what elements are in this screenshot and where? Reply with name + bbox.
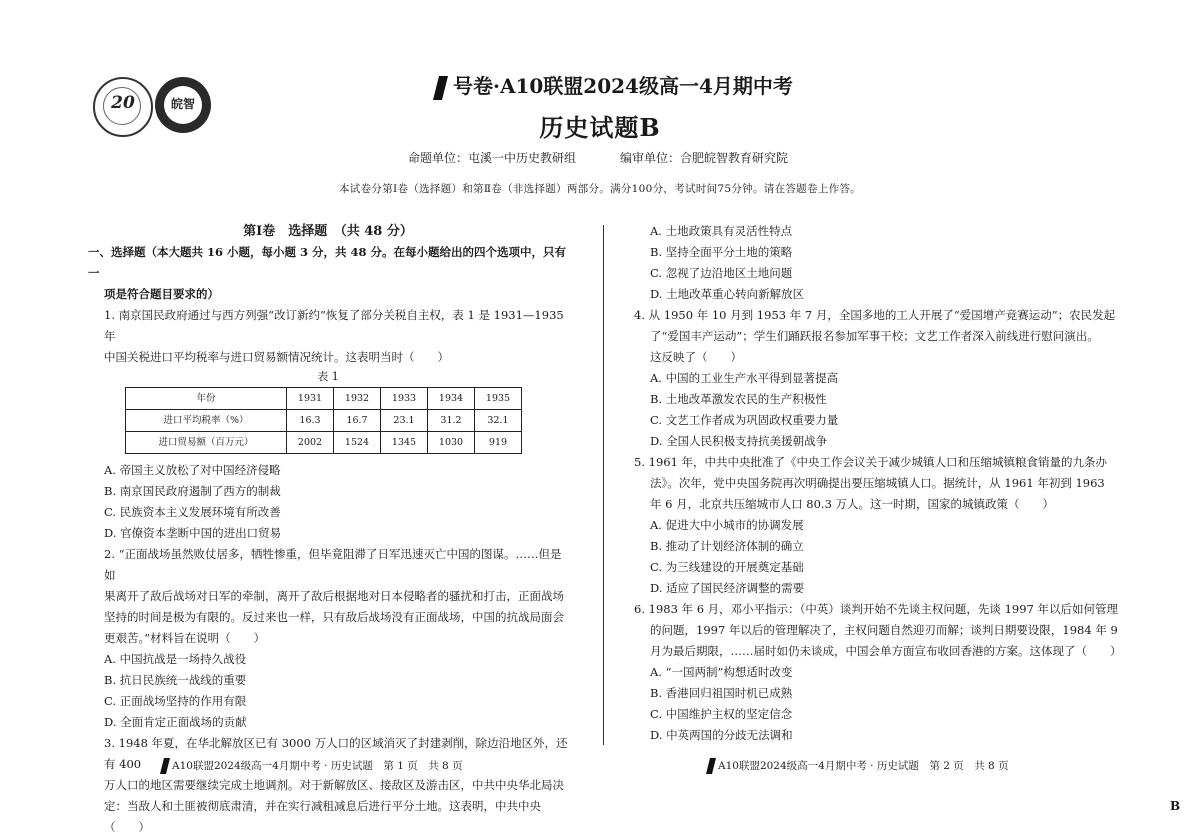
question-3-text: 3. 1948 年夏，在华北解放区已有 3000 万人口的区域消灭了封建剥削，除边沿地区外，还有 400 [104,736,568,771]
question-5-text: 5. 1961 年，中共中央批准了《中央工作会议关于减少城镇人口和压缩城镇粮食销量的九条办 [634,455,1108,469]
left-column [88,221,568,838]
option-b: B. 香港回归祖国时机已成熟 [650,686,793,700]
question-3-text: 万人口的地区需要继续完成土地调剂。对于新解放区、接敌区及游击区，中共中央华北局决 [104,778,564,792]
option-c: C. 文艺工作者成为巩固政权重要力量 [650,413,839,427]
option-c: C. 正面战场坚持的作用有限 [104,694,247,708]
option-a: A. 土地政策具有灵活性特点 [650,224,793,238]
option-d: D. 土地改革重心转向新解放区 [650,287,805,301]
question-4-text: 这反映了（ ） [650,350,742,364]
version-mark: B [1170,799,1181,813]
question-3-text: 定：当敌人和土匪被彻底肃清，并在实行减租减息后进行平分土地。这表明，中共中央（ ） [104,799,541,834]
table-row: 进口平均税率（%） 16.3 16.7 23.1 31.2 32.1 [126,410,522,432]
option-c: C. 忽视了边沿地区土地问题 [650,266,793,280]
question-1-text: 1. 南京国民政府通过与西方列强“改订新约”恢复了部分关税自主权，表 1 是 1931—1935 年 [104,308,564,343]
option-b: B. 南京国民政府遏制了西方的制裁 [104,484,281,498]
option-b: B. 抗日民族统一战线的重要 [104,673,247,687]
school-anniversary-logo: 20 [93,77,153,137]
option-d: D. 适应了国民经济调整的需要 [650,581,805,595]
instructions-line: 一、选择题（本大题共 16 小题，每小题 3 分，共 48 分。在每小题给出的四个选项中，只有一 [88,245,567,280]
data-table [125,387,522,454]
instructions-line: 项是符合题目要求的） [104,287,219,301]
option-a: A. 中国的工业生产水平得到显著提高 [650,371,839,385]
column-divider [603,225,604,745]
option-b: B. 坚持全面平分土地的策略 [650,245,793,259]
question-2-text: 坚持的时间是极为有限的。反过来也一样，只有敌后战场没有正面战场，中国的抗战局面会 [104,610,564,624]
author-unit: 命题单位：屯溪一中历史教研组 [408,151,577,165]
question-6-text: 6. 1983 年 6 月，邓小平指示：（中英）谈判开始不先谈主权问题，先谈 1997 年以后如何管理 [634,602,1119,616]
page-footer-right: A10联盟2024级高一4月期中考 · 历史试题 第 2 页 共 8 页 [708,758,1009,774]
option-a: A. “一国两制”构想适时改变 [650,665,793,679]
question-6-text: 月为最后期限，……届时如仍未谈成，中国会单方面宣布收回香港的方案。这体现了（ ） [650,644,1122,658]
option-d: D. 中英两国的分歧无法调和 [650,728,793,742]
question-2-text: 2. “正面战场虽然败仗居多，牺牲惨重，但毕竟阻滞了日军迅速灭亡中国的图谋。……但是如 [104,547,562,582]
brand-stroke-icon [433,76,448,100]
option-c: C. 民族资本主义发展环境有所改善 [104,505,281,519]
option-c: C. 中国维护主权的坚定信念 [650,707,793,721]
page-footer-left: A10联盟2024级高一4月期中考 · 历史试题 第 1 页 共 8 页 [162,758,463,774]
wanzhi-education-logo: 皖智 [155,77,211,133]
option-d: D. 全面肯定正面战场的贡献 [104,715,247,729]
option-a: A. 中国抗战是一场持久战役 [104,652,247,666]
table-caption: 表 1 [317,370,339,383]
exam-brand-title: 号卷·A10联盟2024级高一4月期中考 [436,70,793,100]
option-d: D. 全国人民积极支持抗美援朝战争 [650,434,828,448]
table-row: 进口贸易额（百万元） 2002 1524 1345 1030 919 [126,432,522,454]
option-d: D. 官僚资本垄断中国的进出口贸易 [104,526,282,540]
option-b: B. 土地改革激发农民的生产积极性 [650,392,827,406]
question-4-text: 了“爱国丰产运动”；学生们踊跃报名参加军事干校；文艺工作者深入前线进行慰问演出。 [650,329,1099,343]
question-6-text: 的问题，1997 年以后的管理解决了，主权问题自然迎刃而解；谈判日期要设限，1984 年 9 [650,623,1118,637]
exam-subject-title: 历史试题B [539,113,661,142]
question-2-text: 果离开了敌后战场对日军的牵制，离开了敌后根据地对日本侵略者的骚扰和打击，正面战场 [104,589,564,603]
review-unit: 编审单位：合肥皖智教育研究院 [620,151,789,165]
option-a: A. 帝国主义放松了对中国经济侵略 [104,463,281,477]
question-5-text: 法》。次年，党中央国务院再次明确提出要压缩城镇人口。据统计，从 1961 年初到 1963 [650,476,1105,490]
brand-stroke-icon [160,758,170,774]
option-a: A. 促进大中小城市的协调发展 [650,518,804,532]
question-5-text: 年 6 月，北京共压缩城市人口 80.3 万人。这一时期，国家的城镇政策（ ） [650,497,1055,511]
option-b: B. 推动了计划经济体制的确立 [650,539,804,553]
exam-instructions: 本试卷分第Ⅰ卷（选择题）和第Ⅱ卷（非选择题）两部分。满分100分，考试时间75分钟。请在答题卷上作答。 [339,183,861,195]
section-heading: 第Ⅰ卷 选择题 （共 48 分） [243,224,413,239]
question-2-text: 更艰苦。”材料旨在说明（ ） [104,631,266,645]
option-c: C. 为三线建设的开展奠定基础 [650,560,804,574]
right-column [634,221,1120,746]
table-row: 年份 1931 1932 1933 1934 1935 [126,388,522,410]
question-4-text: 4. 从 1950 年 10 月到 1953 年 7 月，全国多地的工人开展了“爱国增产竞赛运动”；农民发起 [634,308,1116,322]
brand-stroke-icon [706,758,716,774]
question-1-text: 中国关税进口平均税率与进口贸易额情况统计。这表明当时（ ） [104,350,449,364]
